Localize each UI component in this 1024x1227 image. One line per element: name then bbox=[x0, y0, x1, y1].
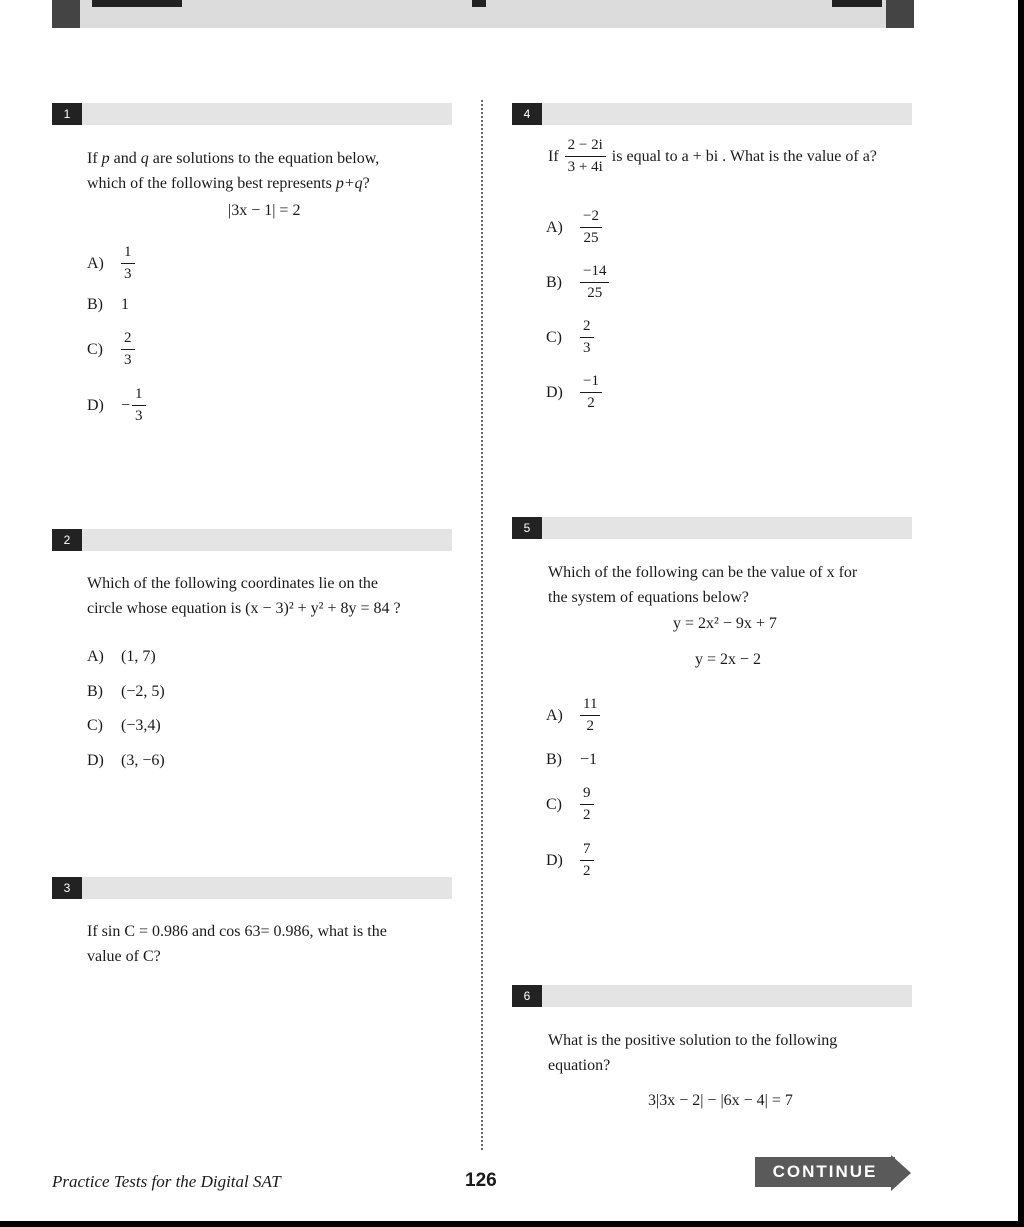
question-3-prompt bbox=[87, 919, 387, 969]
fraction bbox=[580, 263, 609, 302]
prompt-text: circle whose equation is bbox=[87, 600, 242, 617]
question-1-header bbox=[52, 103, 452, 125]
minus-sign: − bbox=[121, 396, 131, 414]
continue-label: CONTINUE bbox=[772, 1162, 878, 1181]
choice-letter: A) bbox=[546, 218, 563, 236]
numerator: 11 bbox=[580, 696, 600, 716]
choice-letter: A) bbox=[87, 648, 104, 665]
choice-letter: D) bbox=[546, 851, 563, 869]
question-4-prompt bbox=[548, 137, 877, 176]
choice-letter: A) bbox=[546, 706, 563, 724]
numerator: 2 − 2i bbox=[565, 137, 606, 157]
numerator: 2 bbox=[580, 318, 594, 338]
prompt-text: If sin C = 0.986 and cos 63= 0.986, what is the bbox=[87, 923, 387, 940]
book-title: Practice Tests for the Digital SAT bbox=[52, 1172, 281, 1191]
denominator: 2 bbox=[587, 395, 595, 411]
prompt-text: which of the following best represents bbox=[87, 175, 332, 192]
numerator: 1 bbox=[132, 386, 146, 406]
question-5-header bbox=[512, 517, 912, 539]
variable-p: p bbox=[101, 150, 110, 167]
denominator: 2 bbox=[583, 807, 591, 823]
choice-value: −1 bbox=[580, 751, 598, 768]
question-6-prompt bbox=[548, 1028, 837, 1078]
question-number: 3 bbox=[52, 877, 82, 899]
prompt-text: If bbox=[548, 148, 559, 165]
fraction bbox=[580, 318, 594, 357]
choice-value: (−3,4) bbox=[121, 717, 161, 734]
denominator: 3 bbox=[124, 352, 132, 368]
answer-choice-d[interactable] bbox=[546, 373, 602, 412]
continue-button[interactable] bbox=[755, 1155, 911, 1191]
choice-value: (−2, 5) bbox=[121, 683, 165, 700]
denominator: 3 bbox=[135, 408, 143, 424]
answer-choice-d[interactable] bbox=[87, 386, 146, 425]
question-number: 5 bbox=[512, 517, 542, 539]
choice-letter: D) bbox=[87, 752, 104, 769]
choice-value: (1, 7) bbox=[121, 648, 156, 665]
denominator: 3 + 4i bbox=[567, 159, 603, 175]
answer-choice-d[interactable] bbox=[87, 752, 165, 770]
question-3-header bbox=[52, 877, 452, 899]
prompt-text: If bbox=[87, 150, 98, 167]
prompt-text: value of C? bbox=[87, 948, 161, 965]
answer-choice-c[interactable] bbox=[87, 330, 135, 369]
choice-letter: D) bbox=[546, 383, 563, 401]
question-2-header bbox=[52, 529, 452, 551]
answer-choice-c[interactable] bbox=[546, 785, 594, 824]
question-4-header bbox=[512, 103, 912, 125]
choice-letter: B) bbox=[87, 683, 103, 700]
answer-choice-c[interactable] bbox=[546, 318, 594, 357]
answer-choice-c[interactable] bbox=[87, 717, 161, 735]
question-1-prompt bbox=[87, 146, 379, 196]
answer-choice-b[interactable] bbox=[546, 263, 609, 302]
answer-choice-b[interactable] bbox=[87, 296, 129, 314]
prompt-text: Which of the following coordinates lie on the bbox=[87, 575, 379, 592]
denominator: 3 bbox=[583, 340, 591, 356]
fraction bbox=[121, 244, 135, 283]
fraction bbox=[580, 696, 600, 735]
prompt-text: and bbox=[113, 150, 137, 167]
variable-q: q bbox=[140, 150, 149, 167]
prompt-text: equation? bbox=[548, 1057, 611, 1074]
negative-fraction bbox=[121, 386, 146, 425]
choice-value: 1 bbox=[121, 296, 129, 313]
answer-choice-b[interactable] bbox=[546, 751, 597, 769]
system-equation-1: y = 2x² − 9x + 7 bbox=[673, 615, 777, 632]
choice-letter: B) bbox=[546, 273, 562, 291]
banner-mark bbox=[832, 0, 882, 7]
question-1-equation: |3x − 1| = 2 bbox=[228, 202, 301, 219]
column-divider bbox=[481, 100, 483, 1150]
question-number: 4 bbox=[512, 103, 542, 125]
choice-letter: B) bbox=[87, 296, 103, 313]
answer-choice-b[interactable] bbox=[87, 683, 165, 701]
numerator: −2 bbox=[580, 208, 602, 228]
prompt-text: is equal to a + bi . What is the value of a? bbox=[611, 148, 877, 165]
banner-left-block bbox=[52, 0, 80, 28]
numerator: 2 bbox=[121, 330, 135, 350]
complex-fraction bbox=[565, 137, 606, 176]
choice-letter: B) bbox=[546, 751, 562, 768]
top-banner bbox=[52, 0, 914, 28]
banner-mark bbox=[472, 0, 486, 7]
fraction bbox=[580, 841, 594, 880]
denominator: 25 bbox=[583, 230, 599, 246]
fraction bbox=[580, 208, 602, 247]
banner-mark bbox=[92, 0, 182, 7]
choice-letter: C) bbox=[546, 328, 562, 346]
choice-letter: A) bbox=[87, 254, 104, 272]
choice-letter: C) bbox=[546, 795, 562, 813]
prompt-text: are solutions to the equation below, bbox=[152, 150, 380, 167]
numerator: 1 bbox=[121, 244, 135, 264]
question-2-prompt bbox=[87, 571, 401, 621]
denominator: 25 bbox=[587, 285, 603, 301]
answer-choice-a[interactable] bbox=[87, 244, 135, 283]
numerator: 7 bbox=[580, 841, 594, 861]
answer-choice-a[interactable] bbox=[546, 208, 602, 247]
choice-letter: C) bbox=[87, 717, 103, 734]
question-6-header bbox=[512, 985, 912, 1007]
question-5-prompt bbox=[548, 560, 857, 610]
system-equation-2: y = 2x − 2 bbox=[695, 651, 762, 668]
choice-letter: D) bbox=[87, 396, 104, 414]
answer-choice-a[interactable] bbox=[546, 696, 600, 735]
prompt-text: Which of the following can be the value of x for bbox=[548, 564, 858, 581]
question-6-equation: 3|3x − 2| − |6x − 4| = 7 bbox=[648, 1092, 793, 1109]
circle-equation: (x − 3)² + y² + 8y = 84 ? bbox=[245, 600, 401, 617]
numerator: −14 bbox=[580, 263, 609, 283]
fraction bbox=[580, 373, 602, 412]
page-number: 126 bbox=[465, 1170, 497, 1191]
prompt-text: What is the positive solution to the following bbox=[548, 1032, 838, 1049]
fraction bbox=[132, 386, 146, 425]
fraction bbox=[580, 785, 594, 824]
choice-value: (3, −6) bbox=[121, 752, 165, 769]
choice-letter: C) bbox=[87, 340, 103, 358]
question-number: 1 bbox=[52, 103, 82, 125]
denominator: 2 bbox=[583, 863, 591, 879]
answer-choice-a[interactable] bbox=[87, 648, 156, 666]
denominator: 2 bbox=[586, 718, 594, 734]
banner-right-block bbox=[886, 0, 914, 28]
fraction bbox=[121, 330, 135, 369]
numerator: 9 bbox=[580, 785, 594, 805]
question-number: 2 bbox=[52, 529, 82, 551]
expression: p+q bbox=[335, 175, 363, 192]
numerator: −1 bbox=[580, 373, 602, 393]
question-number: 6 bbox=[512, 985, 542, 1007]
prompt-text: the system of equations below? bbox=[548, 589, 749, 606]
answer-choice-d[interactable] bbox=[546, 841, 594, 880]
denominator: 3 bbox=[124, 266, 132, 282]
question-mark: ? bbox=[362, 175, 370, 192]
